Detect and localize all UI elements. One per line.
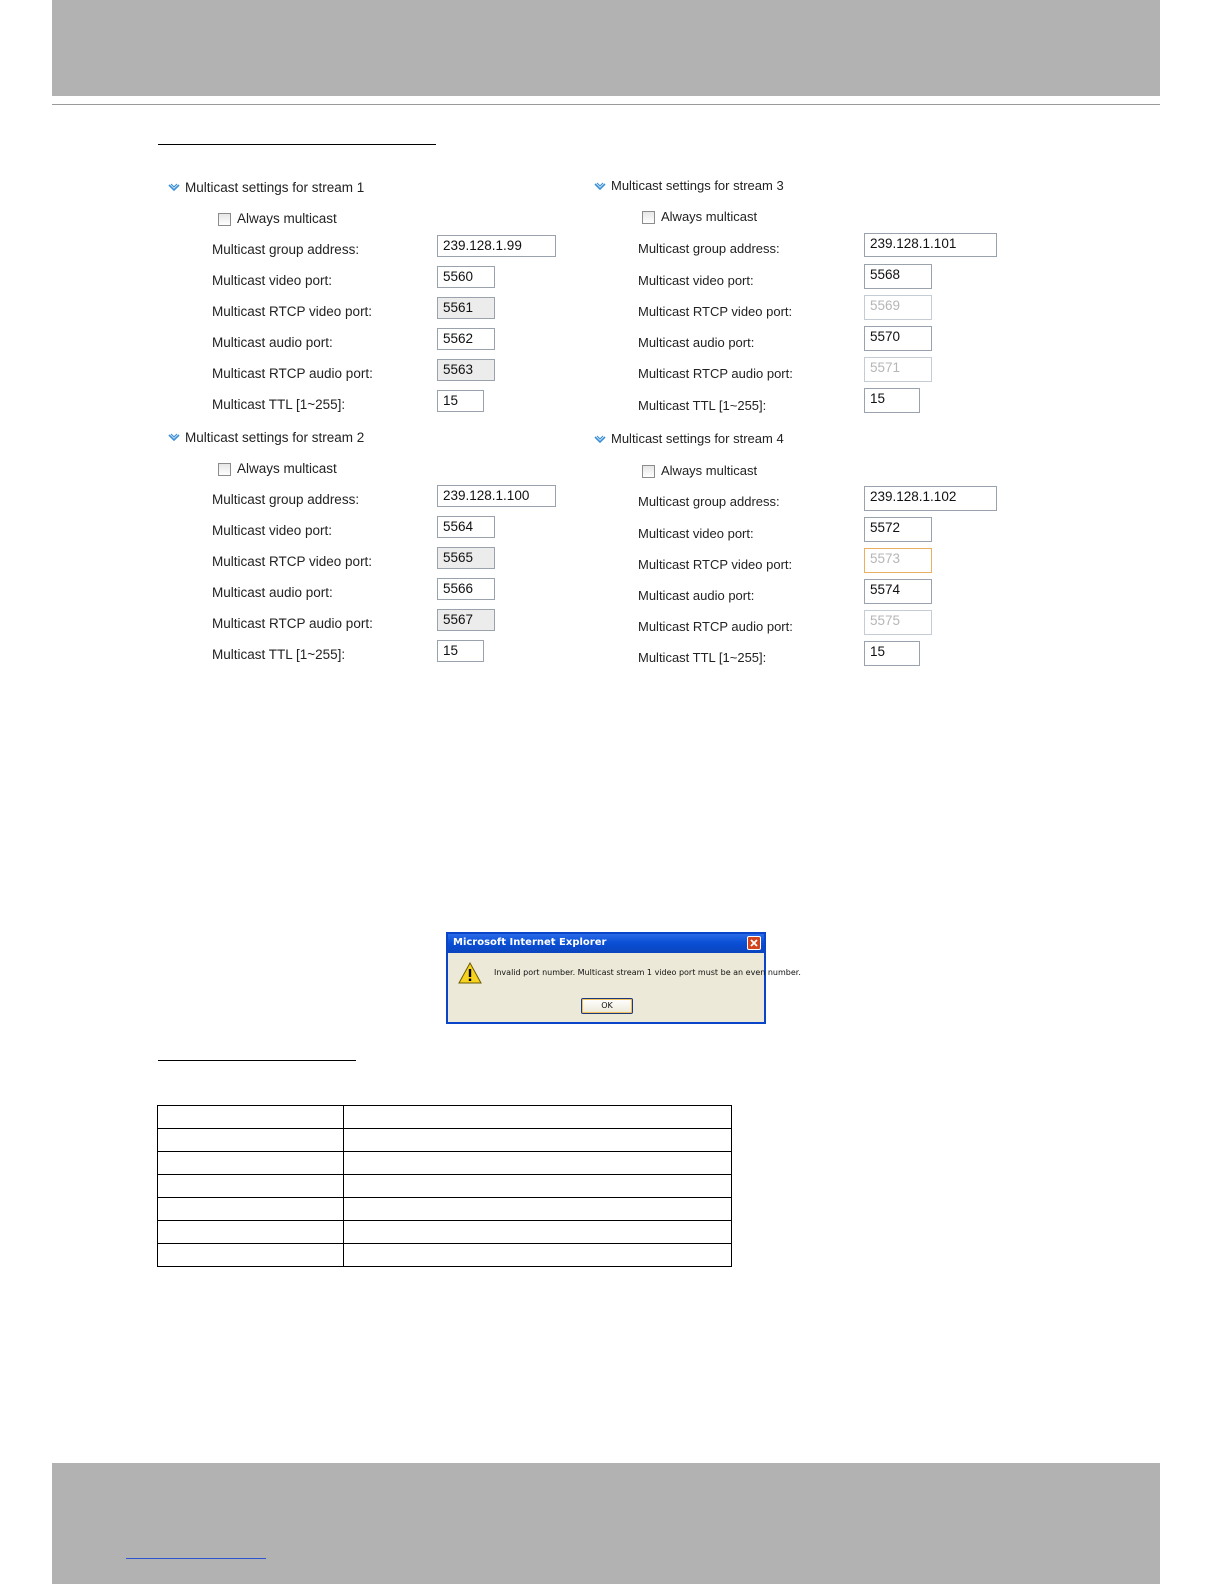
always-multicast-label: Always multicast xyxy=(661,463,758,478)
stream-1-always-multicast[interactable] xyxy=(218,211,337,226)
stream-4-title: Multicast settings for stream 4 xyxy=(611,431,784,446)
rtcp-video-port-input: 5565 xyxy=(437,547,495,569)
stream-1-title: Multicast settings for stream 1 xyxy=(185,180,365,195)
always-multicast-label: Always multicast xyxy=(237,211,337,226)
stream-3-toggle[interactable] xyxy=(594,178,784,193)
video-port-label: Multicast video port: xyxy=(638,526,754,541)
table-cell xyxy=(158,1129,344,1152)
group-address-input[interactable]: 239.128.1.99 xyxy=(437,235,556,257)
ttl-input[interactable]: 15 xyxy=(437,640,484,662)
rtcp-audio-port-input: 5575 xyxy=(864,610,932,635)
group-address-input[interactable]: 239.128.1.100 xyxy=(437,485,556,507)
rtcp-audio-port-input: 5571 xyxy=(864,357,932,382)
ttl-label: Multicast TTL [1~255]: xyxy=(212,397,346,412)
stream-1-panel xyxy=(168,180,568,420)
ok-button[interactable]: OK xyxy=(581,998,633,1014)
table-cell xyxy=(344,1106,732,1129)
stream-2-toggle[interactable] xyxy=(168,430,364,445)
table-cell xyxy=(344,1198,732,1221)
audio-port-label: Multicast audio port: xyxy=(638,588,755,603)
ttl-label: Multicast TTL [1~255]: xyxy=(638,398,767,413)
audio-port-input[interactable]: 5574 xyxy=(864,579,932,604)
video-port-label: Multicast video port: xyxy=(638,273,754,288)
stream-4-panel xyxy=(594,431,1014,671)
section-heading-underline xyxy=(158,1060,356,1061)
audio-port-label: Multicast audio port: xyxy=(212,335,333,350)
table-cell xyxy=(344,1129,732,1152)
dialog-title: Microsoft Internet Explorer xyxy=(453,937,607,948)
page-header-band xyxy=(52,0,1160,96)
always-multicast-label: Always multicast xyxy=(661,209,758,224)
group-address-label: Multicast group address: xyxy=(638,241,780,256)
group-address-label: Multicast group address: xyxy=(212,492,360,507)
audio-port-input[interactable]: 5566 xyxy=(437,578,495,600)
stream-2-always-multicast[interactable] xyxy=(218,461,337,476)
dialog-message: Invalid port number. Multicast stream 1 video port must be an even number. xyxy=(494,968,801,977)
dialog-titlebar[interactable] xyxy=(448,934,764,953)
close-icon[interactable] xyxy=(747,936,761,950)
rtcp-audio-port-label: Multicast RTCP audio port: xyxy=(638,619,793,634)
table-row xyxy=(158,1198,732,1221)
chevron-down-icon xyxy=(594,182,606,192)
group-address-input[interactable]: 239.128.1.102 xyxy=(864,486,997,511)
chevron-down-icon xyxy=(168,433,180,443)
always-multicast-checkbox[interactable] xyxy=(642,211,655,224)
always-multicast-checkbox[interactable] xyxy=(642,465,655,478)
audio-port-input[interactable]: 5562 xyxy=(437,328,495,350)
stream-3-title: Multicast settings for stream 3 xyxy=(611,178,784,193)
table-row xyxy=(158,1152,732,1175)
video-port-input[interactable]: 5572 xyxy=(864,517,932,542)
empty-table xyxy=(157,1105,732,1267)
page-footer-band xyxy=(52,1463,1160,1584)
table-row xyxy=(158,1221,732,1244)
stream-2-title: Multicast settings for stream 2 xyxy=(185,430,365,445)
video-port-input[interactable]: 5560 xyxy=(437,266,495,288)
warning-icon xyxy=(458,962,482,984)
always-multicast-checkbox[interactable] xyxy=(218,213,231,226)
table-row xyxy=(158,1175,732,1198)
stream-3-always-multicast[interactable] xyxy=(642,209,757,224)
ttl-input[interactable]: 15 xyxy=(437,390,484,412)
rtcp-video-port-input: 5573 xyxy=(864,548,932,573)
rtcp-audio-port-label: Multicast RTCP audio port: xyxy=(212,366,373,381)
section-heading-underline xyxy=(158,144,436,145)
ttl-input[interactable]: 15 xyxy=(864,388,920,413)
table-row xyxy=(158,1129,732,1152)
stream-2-panel xyxy=(168,430,568,670)
table-cell xyxy=(344,1152,732,1175)
ttl-input[interactable]: 15 xyxy=(864,641,920,666)
chevron-down-icon xyxy=(594,435,606,445)
ttl-label: Multicast TTL [1~255]: xyxy=(638,650,767,665)
table-cell xyxy=(158,1152,344,1175)
rtcp-video-port-input: 5569 xyxy=(864,295,932,320)
group-address-label: Multicast group address: xyxy=(212,242,360,257)
stream-4-toggle[interactable] xyxy=(594,431,784,446)
rtcp-audio-port-input: 5567 xyxy=(437,609,495,631)
video-port-input[interactable]: 5564 xyxy=(437,516,495,538)
stream-1-toggle[interactable] xyxy=(168,180,364,195)
ttl-label: Multicast TTL [1~255]: xyxy=(212,647,346,662)
rtcp-video-port-label: Multicast RTCP video port: xyxy=(638,557,793,572)
rtcp-video-port-label: Multicast RTCP video port: xyxy=(638,304,793,319)
stream-3-panel xyxy=(594,178,1014,418)
rtcp-audio-port-label: Multicast RTCP audio port: xyxy=(638,366,793,381)
chevron-down-icon xyxy=(168,183,180,193)
table-row xyxy=(158,1106,732,1129)
rtcp-audio-port-input: 5563 xyxy=(437,359,495,381)
video-port-label: Multicast video port: xyxy=(212,273,333,288)
audio-port-label: Multicast audio port: xyxy=(638,335,755,350)
table-cell xyxy=(158,1244,344,1267)
always-multicast-label: Always multicast xyxy=(237,461,337,476)
table-cell xyxy=(344,1221,732,1244)
rtcp-video-port-label: Multicast RTCP video port: xyxy=(212,304,373,319)
rtcp-video-port-label: Multicast RTCP video port: xyxy=(212,554,373,569)
group-address-label: Multicast group address: xyxy=(638,494,780,509)
table-cell xyxy=(158,1198,344,1221)
header-divider xyxy=(52,104,1160,105)
audio-port-input[interactable]: 5570 xyxy=(864,326,932,351)
table-cell xyxy=(158,1221,344,1244)
alert-dialog xyxy=(446,932,801,1024)
table-cell xyxy=(344,1175,732,1198)
video-port-label: Multicast video port: xyxy=(212,523,333,538)
footer-link[interactable] xyxy=(126,1558,266,1559)
table-cell xyxy=(344,1244,732,1267)
table-cell xyxy=(158,1175,344,1198)
table-row xyxy=(158,1244,732,1267)
stream-4-always-multicast[interactable] xyxy=(642,463,757,478)
video-port-input[interactable]: 5568 xyxy=(864,264,932,289)
rtcp-audio-port-label: Multicast RTCP audio port: xyxy=(212,616,373,631)
group-address-input[interactable]: 239.128.1.101 xyxy=(864,233,997,257)
always-multicast-checkbox[interactable] xyxy=(218,463,231,476)
audio-port-label: Multicast audio port: xyxy=(212,585,333,600)
table-cell xyxy=(158,1106,344,1129)
rtcp-video-port-input: 5561 xyxy=(437,297,495,319)
